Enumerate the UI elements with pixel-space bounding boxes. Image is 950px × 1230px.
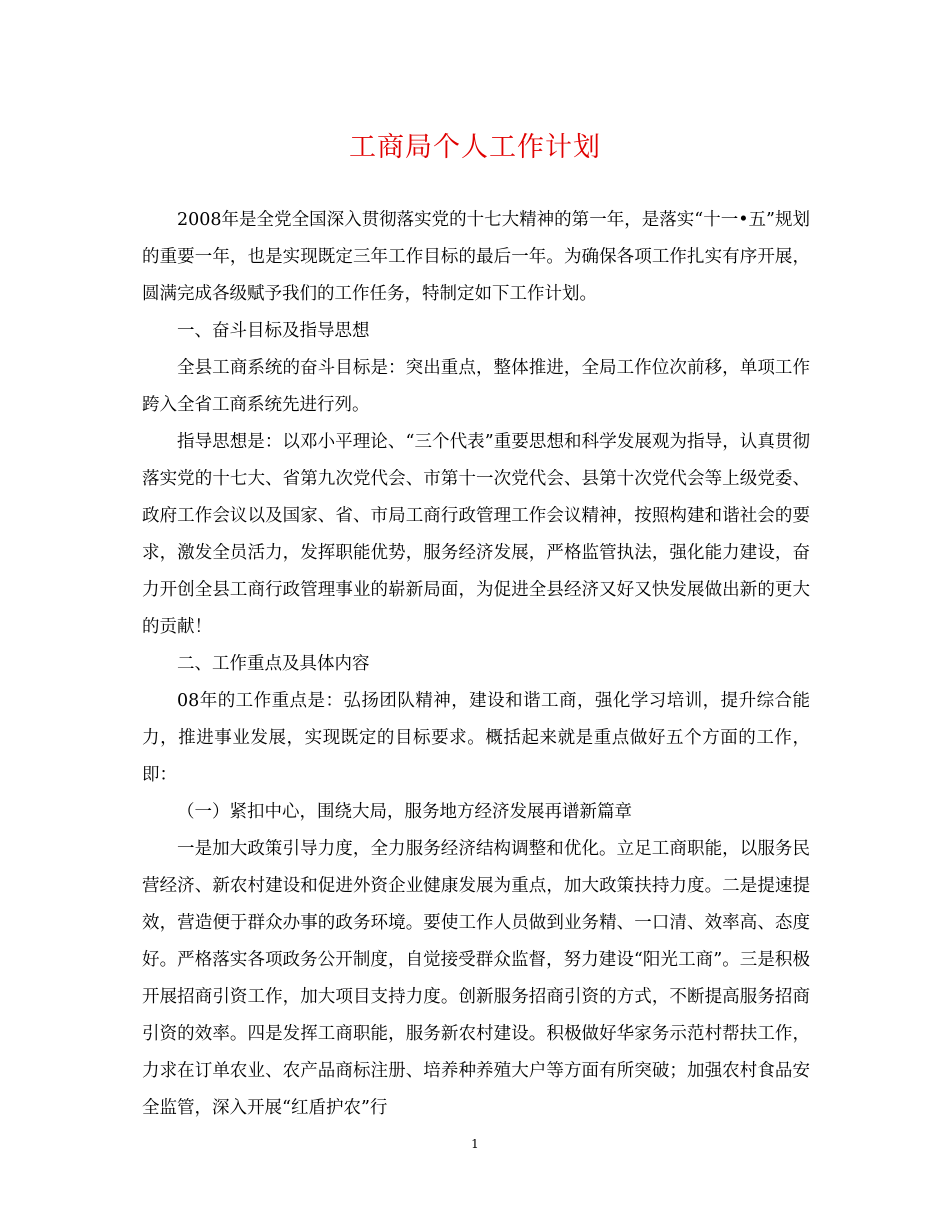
section-heading-1: 一、奋斗目标及指导思想 bbox=[177, 321, 370, 341]
section-heading-2: 二、工作重点及具体内容 bbox=[177, 654, 370, 674]
subsection-heading-1: （一）紧扣中心，围绕大局，服务地方经济发展再谱新篇章 bbox=[177, 802, 632, 822]
guiding-thought-paragraph: 指导思想是：以邓小平理论、“三个代表”重要思想和科学发展观为指导，认真贯彻落实党的十七大、省第九次党代会、市第十一次党代会、县第十次党代会等上级党委、政府工作会议以及国家、省、市局工商行政管理工作会议精神，按照构建和谐社会的要求，激发全员活力，发挥职能优势，服务经济发展，严格监管执法，强化能力建设，奋力开创全县工商行政管理事业的崭新局面，为促进全县经济又好又快发展做出新的更大的贡献！ bbox=[142, 432, 810, 637]
work-focus-paragraph: 08年的工作重点是：弘扬团队精神，建设和谐工商，强化学习培训，提升综合能力，推进事业发展，实现既定的目标要求。概括起来就是重点做好五个方面的工作，即： bbox=[142, 691, 810, 785]
page-number: 1 bbox=[471, 1137, 479, 1151]
document-title: 工商局个人工作计划 bbox=[349, 132, 601, 163]
subsection-1-paragraph: 一是加大政策引导力度，全力服务经济结构调整和优化。立足工商职能，以服务民营经济、新农村建设和促进外资企业健康发展为重点，加大政策扶持力度。二是提速提效，营造便于群众办事的政务环境。要使工作人员做到业务精、一口清、效率高、态度好。严格落实各项政务公开制度，自觉接受群众监督，努力建设“阳光工商”。三是积极开展招商引资工作，加大项目支持力度。创新服务招商引资的方式，不断提高服务招商引资的效率。四是发挥工商职能，服务新农村建设。积极做好华家务示范村帮扶工作，力求在订单农业、农产品商标注册、培养种养殖大户等方面有所突破；加强农村食品安全监管，深入开展“红盾护农”行 bbox=[142, 839, 810, 1118]
document-body bbox=[142, 202, 810, 1127]
goal-paragraph: 全县工商系统的奋斗目标是：突出重点，整体推进，全局工作位次前移，单项工作跨入全省工商系统先进行列。 bbox=[142, 358, 810, 415]
intro-paragraph: 2008年是全党全国深入贯彻落实党的十七大精神的第一年，是落实“十一•五”规划的重要一年，也是实现既定三年工作目标的最后一年。为确保各项工作扎实有序开展，圆满完成各级赋予我们的工作任务，特制定如下工作计划。 bbox=[142, 210, 810, 304]
